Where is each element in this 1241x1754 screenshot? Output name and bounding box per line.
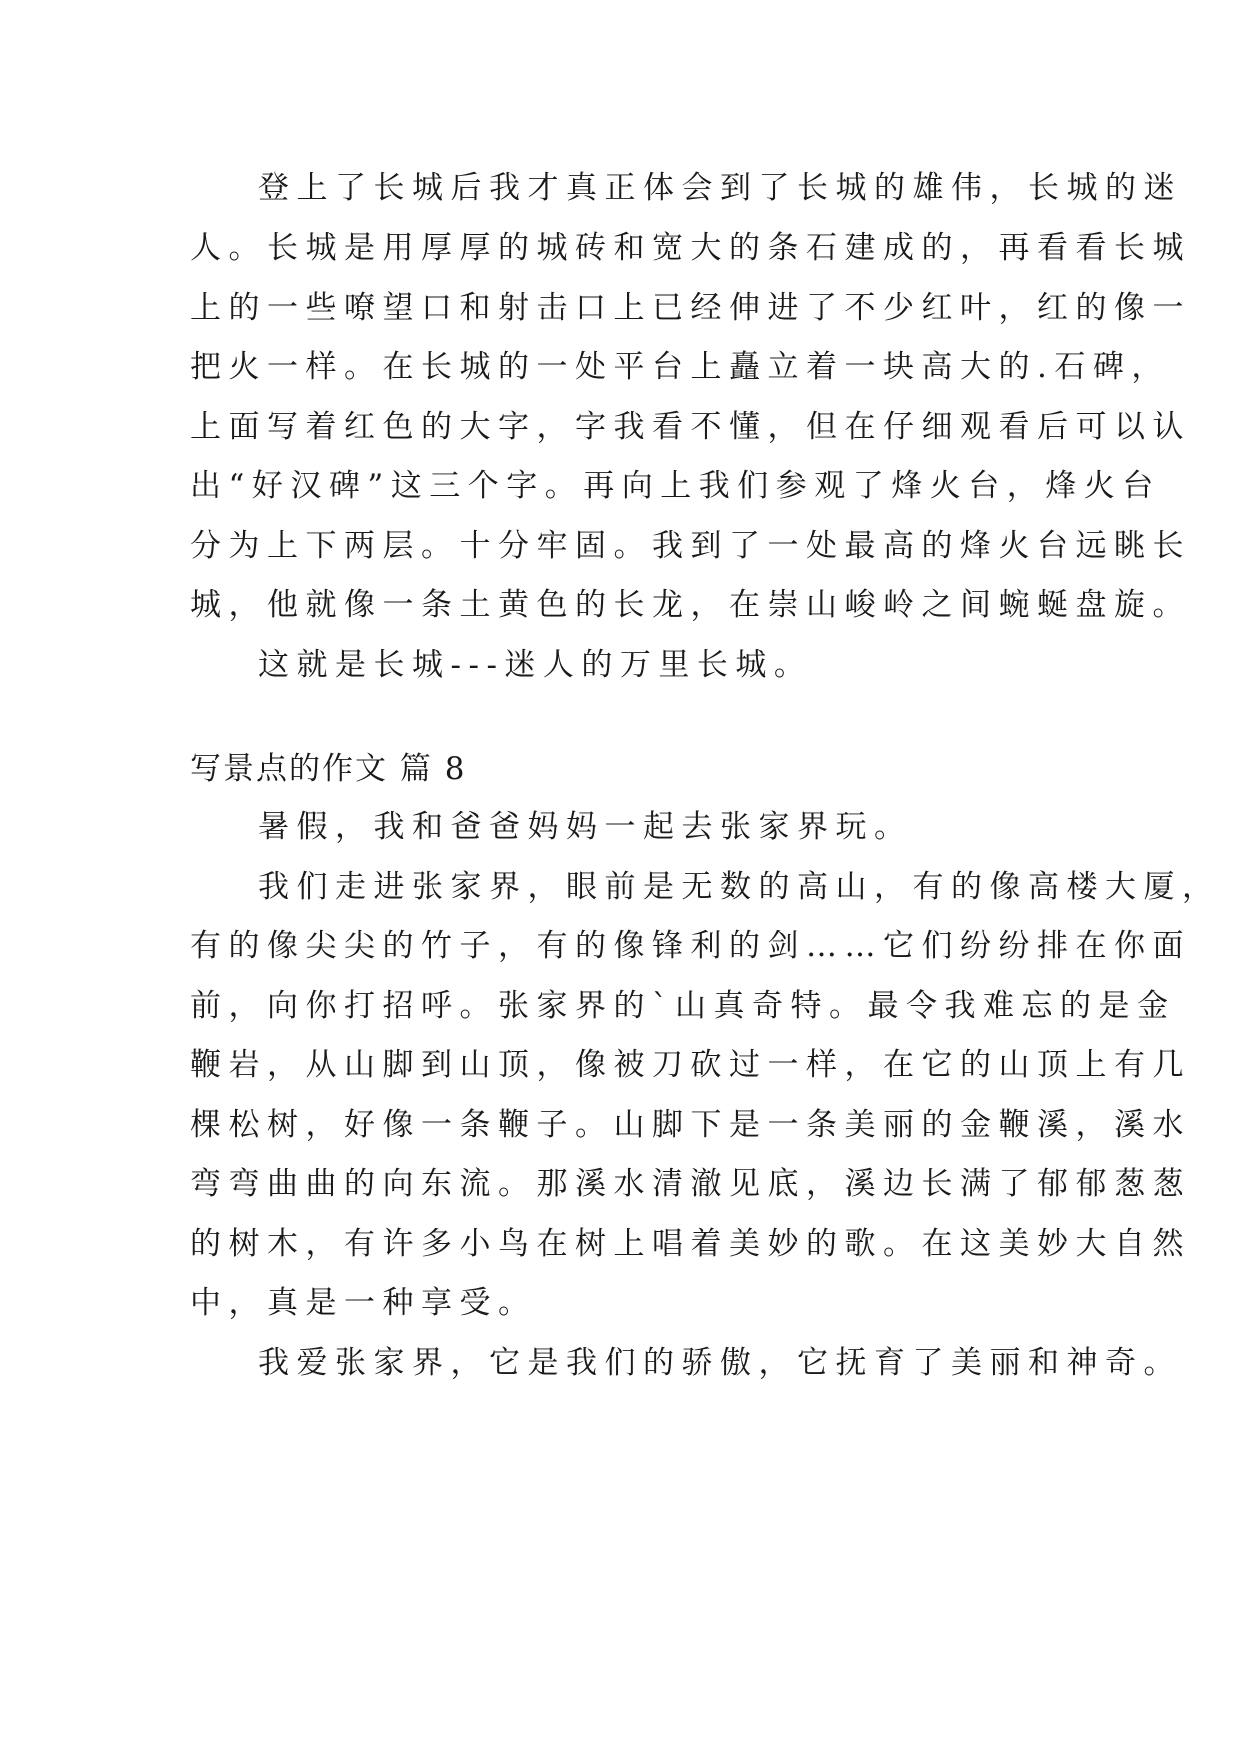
paragraph-line: 把火一样。在长城的一处平台上矗立着一块高大的.石碑， — [190, 349, 1170, 385]
paragraph-line: 登上了长城后我才真正体会到了长城的雄伟，长城的迷 — [258, 170, 1182, 206]
paragraph-line: 出“好汉碑”这三个字。再向上我们参观了烽火台，烽火台 — [190, 468, 1161, 504]
paragraph-line: 上面写着红色的大字，字我看不懂，但在仔细观看后可以认 — [190, 409, 1191, 445]
paragraph-line: 人。长城是用厚厚的城砖和宽大的条石建成的，再看看长城 — [190, 230, 1191, 266]
paragraph-line: 我们走进张家界，眼前是无数的高山，有的像高楼大厦， — [258, 869, 1221, 905]
paragraph-line: 分为上下两层。十分牢固。我到了一处最高的烽火台远眺长 — [190, 528, 1191, 564]
paragraph-line: 棵松树，好像一条鞭子。山脚下是一条美丽的金鞭溪，溪水 — [190, 1107, 1191, 1143]
paragraph-line: 暑假，我和爸爸妈妈一起去张家界玩。 — [258, 809, 913, 845]
section-heading: 写景点的作文 篇 8 — [190, 751, 467, 787]
paragraph-line: 前，向你打招呼。张家界的`山真奇特。最令我难忘的是金 — [190, 988, 1176, 1024]
paragraph-line: 有的像尖尖的竹子，有的像锋利的剑……它们纷纷排在你面 — [190, 928, 1191, 964]
paragraph-line: 中，真是一种享受。 — [190, 1285, 537, 1321]
paragraph-line: 这就是长城---迷人的万里长城。 — [258, 647, 813, 683]
paragraph-line: 上的一些嘹望口和射击口上已经伸进了不少红叶，红的像一 — [190, 290, 1191, 326]
paragraph-line: 的树木，有许多小鸟在树上唱着美妙的歌。在这美妙大自然 — [190, 1226, 1191, 1262]
paragraph-line: 我爱张家界，它是我们的骄傲，它抚育了美丽和神奇。 — [258, 1345, 1182, 1381]
paragraph-line: 城，他就像一条土黄色的长龙，在崇山峻岭之间蜿蜒盘旋。 — [190, 587, 1191, 623]
paragraph-line: 弯弯曲曲的向东流。那溪水清澈见底，溪边长满了郁郁葱葱 — [190, 1166, 1191, 1202]
paragraph-line: 鞭岩，从山脚到山顶，像被刀砍过一样，在它的山顶上有几 — [190, 1047, 1191, 1083]
